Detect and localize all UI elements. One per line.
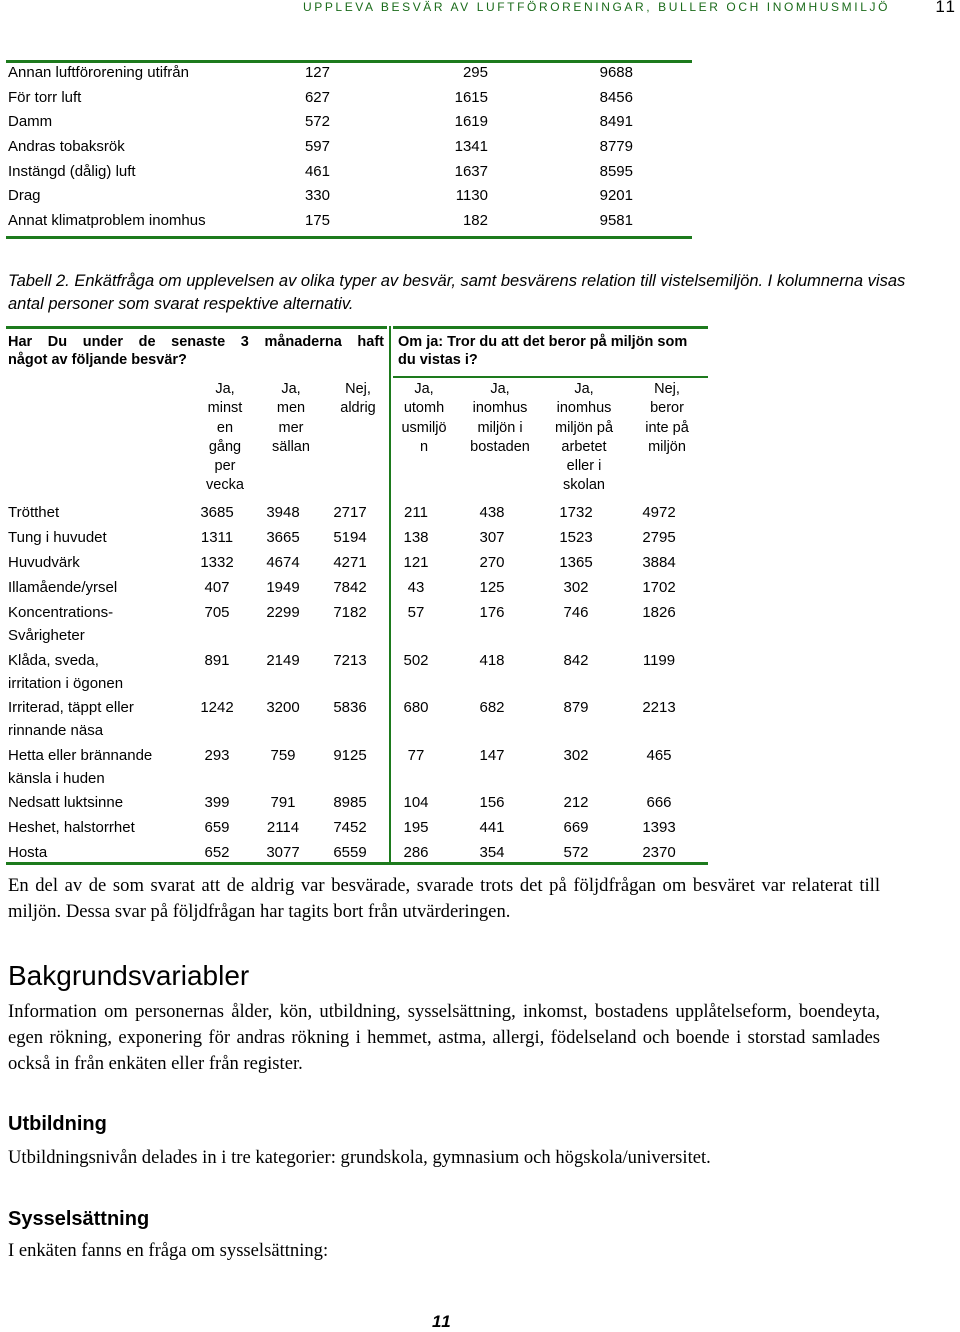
paragraph-bakgrundsvariabler: Information om personernas ålder, kön, utbildning, sysselsättning, inkomst, bostadens upplåtelseform, boendeyta, egen rökning, exponering för andras rökning i hemmet, astma, allergi, födelseland och boende i storstad samlades också in från enkäten eller från register. — [8, 1001, 880, 1074]
table1-value-2: 1619 — [454, 113, 488, 131]
table2-cell: 3948 — [266, 504, 300, 521]
table2-cell: 121 — [403, 554, 429, 571]
table2-cell: 572 — [563, 844, 589, 861]
table2-cell: 2370 — [642, 844, 676, 861]
table1-value-3: 8491 — [599, 113, 633, 131]
table2-row-label: Hetta eller brännande känsla i huden — [8, 746, 153, 787]
table2-cell: 270 — [479, 554, 505, 571]
table2-cell: 3685 — [200, 504, 234, 521]
table2-cell: 125 — [479, 579, 505, 596]
table2-top-rule-left — [6, 326, 387, 329]
table1-label: Instängd (dålig) luft — [8, 162, 136, 180]
table2-cell: 399 — [204, 794, 230, 811]
table1-value-1: 127 — [304, 64, 330, 81]
table2-cell: 441 — [479, 819, 505, 836]
table2-caption: Tabell 2. Enkätfråga om upplevelsen av olika typer av besvär, samt besvärens relation till vistelsemiljön. I kolumnerna visas antal personer som svarat respektive alternativ. — [8, 272, 906, 313]
table2-cell: 5194 — [333, 529, 367, 546]
table2-cell: 4271 — [333, 554, 367, 571]
table2-cell: 1242 — [200, 699, 234, 716]
table2-cell: 2299 — [266, 604, 300, 621]
footer-page-number: 11 — [432, 1312, 452, 1331]
heading-sysselsattning: Sysselsättning — [8, 1208, 150, 1230]
table2-row — [8, 791, 708, 816]
table2-cell: 7452 — [333, 819, 367, 836]
table1-label: Andras tobaksrök — [8, 138, 125, 156]
question-left — [8, 333, 384, 369]
table1-value-3: 9581 — [599, 212, 633, 230]
table2-cell: 1311 — [200, 529, 234, 546]
table2-cell: 465 — [646, 746, 672, 764]
table1-label: För torr luft — [8, 88, 82, 106]
table2-header-rule — [393, 376, 708, 378]
table2-cell: 3665 — [266, 529, 300, 546]
table1-row — [8, 138, 688, 163]
table1-value-1: 627 — [304, 88, 330, 106]
table2-cell: 791 — [270, 794, 296, 811]
table2-cell: 156 — [479, 794, 505, 811]
table2-top-rule-right — [393, 326, 708, 329]
table2-row — [8, 526, 708, 551]
table2-cell: 2149 — [266, 651, 300, 669]
table1-value-2: 1637 — [454, 162, 488, 180]
col-head-6: Ja, inomhus miljön på arbetet eller i skolan — [554, 381, 614, 494]
table2 — [8, 501, 708, 866]
table2-cell: 176 — [479, 604, 505, 621]
table2-row — [8, 841, 708, 866]
col-head-5: Ja, inomhus miljön i bostaden — [470, 381, 530, 455]
table1-value-1: 461 — [304, 162, 330, 180]
table2-cell: 293 — [204, 746, 230, 764]
question-left-line2: något av följande besvär? — [8, 352, 187, 368]
table2-cell: 502 — [403, 651, 429, 669]
table1-row — [8, 89, 688, 114]
table2-cell: 682 — [479, 699, 505, 716]
table2-cell: 879 — [563, 699, 589, 716]
table2-row — [8, 744, 708, 792]
table2-cell: 659 — [204, 819, 230, 836]
table2-row — [8, 696, 708, 744]
heading-utbildning: Utbildning — [8, 1113, 107, 1135]
table2-cell: 212 — [563, 794, 589, 811]
table2-row-label: Tung i huvudet — [8, 529, 107, 546]
table2-row-label: Hosta — [8, 844, 48, 861]
table2-cell: 104 — [403, 794, 429, 811]
table2-cell: 57 — [407, 604, 425, 621]
table2-row — [8, 501, 708, 526]
question-right: Om ja: Tror du att det beror på miljön som du vistas i? — [398, 334, 688, 368]
table1-value-3: 8779 — [599, 138, 633, 156]
table2-cell: 3884 — [642, 554, 676, 571]
table2-cell: 2717 — [333, 504, 367, 521]
table2-row — [8, 576, 708, 601]
table2-cell: 438 — [479, 504, 505, 521]
table2-cell: 2213 — [642, 699, 676, 716]
table2-cell: 302 — [563, 579, 589, 596]
table2-row-label: Klåda, sveda, irritation i ögonen — [8, 651, 124, 692]
table1-label: Damm — [8, 113, 53, 131]
running-header: UPPLEVA BESVÄR AV LUFTFÖRORENINGAR, BULLER OCH INOMHUSMILJÖ — [302, 0, 890, 14]
col-head-4: Ja, utomh usmiljö n — [401, 381, 447, 455]
table2-cell: 4674 — [266, 554, 300, 571]
table2-row-label: Irriterad, täppt eller rinnande näsa — [8, 699, 134, 739]
table2-cell: 418 — [479, 651, 505, 669]
table2-cell: 1365 — [559, 554, 593, 571]
note-paragraph: En del av de som svarat att de aldrig var besvärade, svarade trots det på följdfrågan om besväret var relaterat till miljön. Dessa svar på följdfrågan har tagits bort från utvärderingen. — [8, 875, 880, 922]
table2-cell: 1199 — [642, 651, 676, 669]
table2-cell: 705 — [204, 604, 230, 621]
table1-value-2: 1341 — [454, 138, 488, 156]
table2-cell: 2795 — [642, 529, 676, 546]
table2-cell: 1523 — [559, 529, 593, 546]
table2-cell: 666 — [646, 794, 672, 811]
table2-row-label: Illamående/yrsel — [8, 579, 118, 596]
table2-cell: 7182 — [333, 604, 367, 621]
table2-cell: 1732 — [559, 504, 593, 521]
col-head-3: Nej, aldrig — [340, 381, 376, 417]
table1-value-3: 9688 — [599, 64, 633, 81]
table2-cell: 407 — [204, 579, 230, 596]
table2-cell: 680 — [403, 699, 429, 716]
col-head-7: Nej, beror inte på miljön — [645, 381, 689, 455]
table2-cell: 286 — [403, 844, 429, 861]
table1-row — [8, 163, 688, 188]
table2-row — [8, 816, 708, 841]
table1 — [8, 64, 688, 237]
table2-cell: 3200 — [266, 699, 300, 716]
table1-value-1: 572 — [304, 113, 330, 131]
table1-value-3: 8595 — [599, 162, 633, 180]
table2-cell: 7213 — [333, 651, 367, 669]
table1-row — [8, 212, 688, 237]
paragraph-utbildning: Utbildningsnivån delades in i tre kategorier: grundskola, gymnasium och högskola/universitet. — [8, 1147, 711, 1168]
table2-cell: 8985 — [333, 794, 367, 811]
table2-cell: 138 — [403, 529, 429, 546]
table2-cell: 1393 — [642, 819, 676, 836]
table1-value-1: 597 — [304, 138, 330, 156]
table2-cell: 652 — [204, 844, 230, 861]
table2-cell: 1332 — [200, 554, 234, 571]
table2-cell: 147 — [479, 746, 505, 764]
table1-label: Annan luftförorening utifrån — [8, 64, 189, 81]
table2-cell: 3077 — [266, 844, 300, 861]
table2-cell: 746 — [563, 604, 589, 621]
table1-value-2: 1130 — [455, 187, 488, 205]
table2-cell: 1826 — [642, 604, 676, 621]
table2-cell: 354 — [479, 844, 505, 861]
table2-row-label: Heshet, halstorrhet — [8, 819, 135, 836]
table2-row-label: Trötthet — [8, 504, 60, 521]
paragraph-sysselsattning: I enkäten fanns en fråga om sysselsättning: — [8, 1240, 329, 1261]
table2-cell: 759 — [270, 746, 296, 764]
col-head-2: Ja, men mer sällan — [272, 381, 310, 455]
table1-value-2: 1615 — [454, 88, 488, 106]
table1-value-2: 295 — [462, 64, 488, 81]
table2-cell: 195 — [403, 819, 429, 836]
table2-cell: 211 — [404, 504, 428, 521]
table2-row-label: Nedsatt luktsinne — [8, 794, 124, 811]
col-head-1: Ja, minst en gång per vecka — [206, 381, 244, 494]
table1-value-3: 8456 — [599, 88, 633, 106]
table2-cell: 7842 — [333, 579, 367, 596]
table2-cell: 1702 — [642, 579, 676, 596]
table1-label: Annat klimatproblem inomhus — [8, 212, 206, 230]
table1-value-2: 182 — [462, 212, 488, 230]
table2-cell: 669 — [563, 819, 589, 836]
table2-row-label: Koncentrations- Svårigheter — [8, 604, 114, 644]
table1-row — [8, 64, 688, 89]
table2-row-label: Huvudvärk — [8, 554, 80, 571]
question-left-line1: Har Du under de senaste 3 månaderna haft — [8, 334, 384, 350]
table2-row — [8, 551, 708, 576]
table2-cell: 77 — [407, 746, 425, 764]
table2-cell: 9125 — [333, 746, 367, 764]
table2-cell: 842 — [563, 651, 589, 669]
table1-row — [8, 113, 688, 138]
table2-cell: 43 — [407, 579, 425, 596]
table1-label: Drag — [8, 187, 41, 205]
table2-cell: 4972 — [642, 504, 676, 521]
heading-bakgrundsvariabler: Bakgrundsvariabler — [8, 960, 250, 991]
header-page-number: 11 — [935, 0, 957, 16]
table2-cell: 302 — [563, 746, 589, 764]
table1-row — [8, 187, 688, 212]
table1-value-3: 9201 — [599, 187, 633, 205]
table2-cell: 2114 — [266, 819, 300, 836]
table2-row — [8, 601, 708, 649]
table2-cell: 1949 — [266, 579, 300, 596]
table2-cell: 6559 — [333, 844, 367, 861]
table1-value-1: 330 — [304, 187, 330, 205]
table2-cell: 891 — [204, 651, 230, 669]
table2-cell: 307 — [479, 529, 505, 546]
table2-cell: 5836 — [333, 699, 367, 716]
table1-value-1: 175 — [304, 212, 330, 230]
table1-top-rule — [6, 60, 692, 63]
table2-row — [8, 649, 708, 697]
